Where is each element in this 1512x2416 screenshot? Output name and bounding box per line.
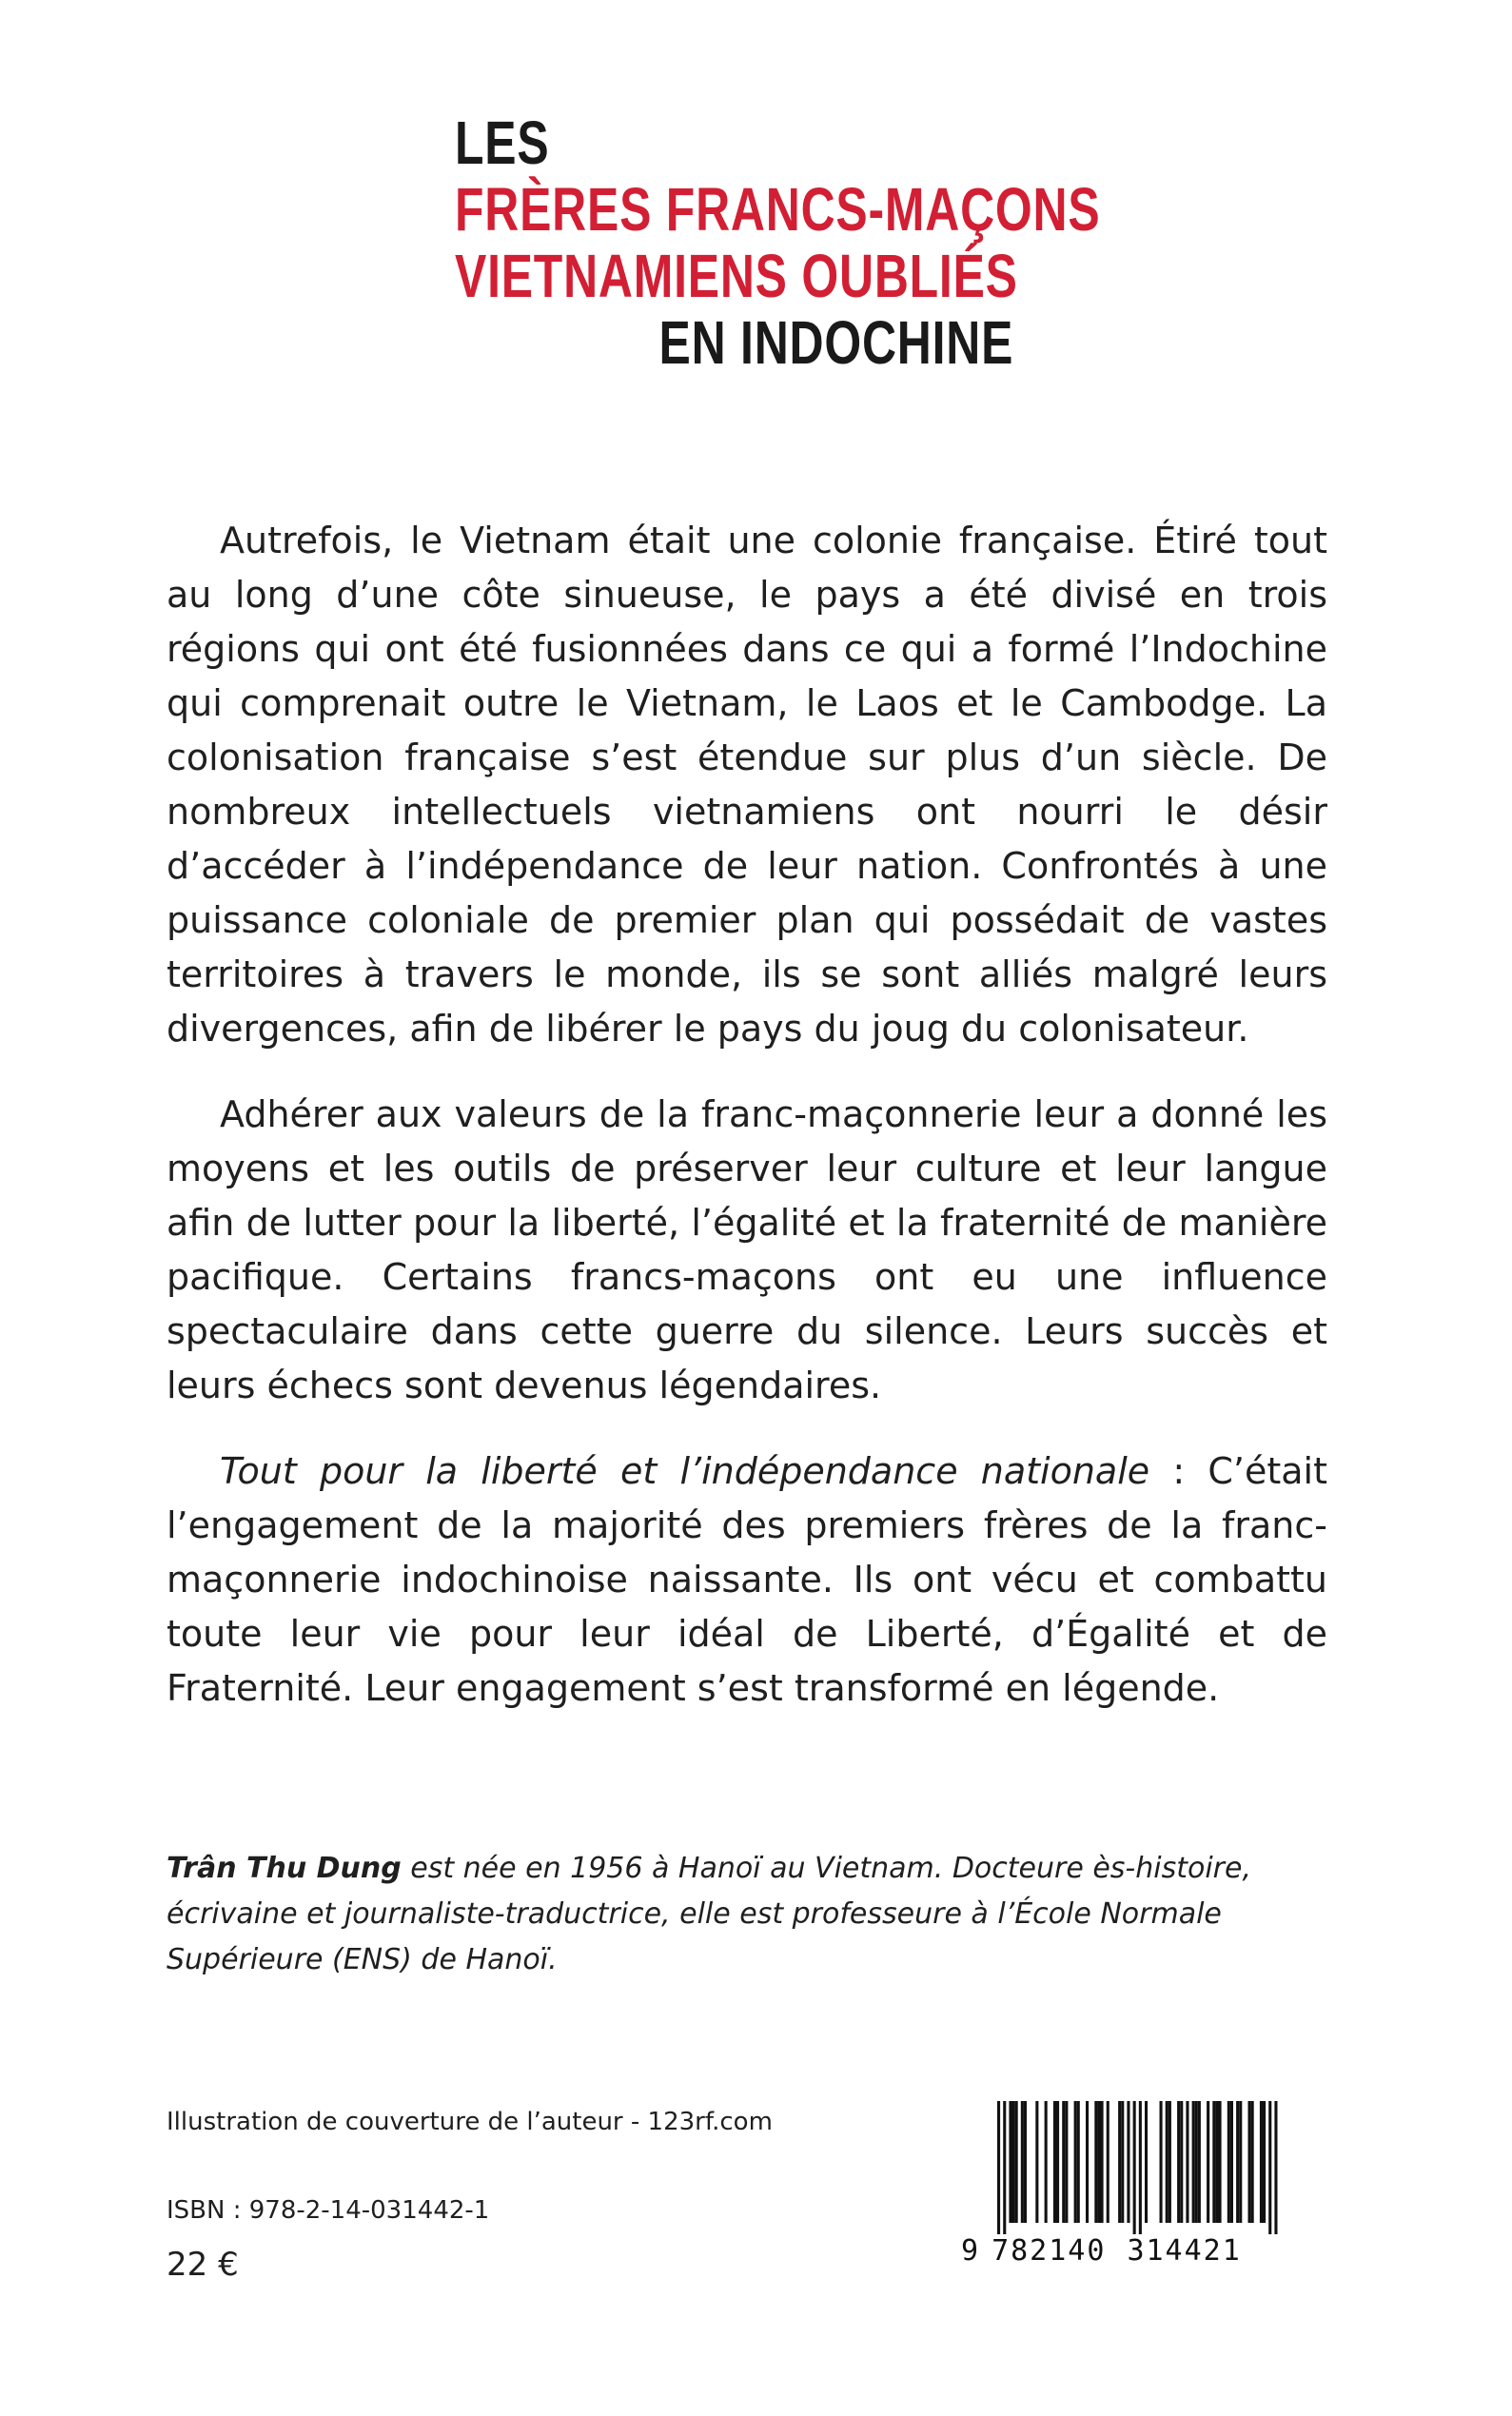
barcode-guard-bar [997,2101,1000,2234]
barcode-bar [1227,2101,1230,2223]
blurb-paragraph-3-text: : C’était l’engagement de la majorité des premiers frères de la franc-maçonnerie indochinoise naissante. Ils ont vécu et combattu toute leur vie pour leur idéal de Liberté, d’Égalité et de Fraternité. Leur engagement s’est transformé en légende. [167,1450,1327,1709]
barcode-bar [1215,2101,1218,2223]
barcode-bar [1035,2101,1038,2223]
barcode-bar [1248,2101,1251,2223]
barcode-bar [1212,2101,1215,2223]
barcode-bar [1180,2101,1183,2223]
barcode-guard-bar [1139,2101,1142,2234]
author-bio-text: est née en 1956 à Hanoï au Vietnam. Docteure ès-histoire, écrivaine et journaliste-traductrice, elle est professeure à l’École Normale Supérieure (ENS) de Hanoï. [167,1852,1251,1976]
title-line-freres: FRÈRES FRANCS-MAÇONS [455,175,1101,244]
barcode-bar [1230,2101,1233,2223]
barcode-bar [1101,2101,1104,2223]
blurb-paragraph-1: Autrefois, le Vietnam était une colonie française. Étiré tout au long d’une côte sinueuse, le pays a été divisé en trois régions qui ont été fusionnées dans ce qui a formé l’Indochine qui comprenait outre le Vietnam, le Laos et le Cambodge. La colonisation française s’est étendue sur plus d’un siècle. De nombreux intellectuels vietnamiens ont nourri le désir d’accéder à l’indépendance de leur nation. Confrontés à une puissance coloniale de premier plan qui possédait de vastes territoires à travers le monde, ils se sont alliés malgré leurs divergences, afin de libérer le pays du joug du colonisateur. [167,520,1327,1050]
barcode-guard-bar [1003,2101,1006,2234]
barcode-bar [1186,2101,1188,2223]
author-bio [167,1846,1327,1983]
barcode-bar [1145,2101,1148,2223]
barcode-bar [1177,2101,1180,2223]
barcode-bar [1127,2101,1129,2223]
barcode-bar [1118,2101,1121,2223]
blurb-italic-motto: Tout pour la liberté et l’indépendance nationale [220,1450,1150,1492]
barcode-lead-digit: 9 [961,2234,981,2268]
barcode-bar [1263,2101,1266,2223]
barcode-bar [1260,2101,1263,2223]
barcode-guard-bar [1268,2101,1271,2234]
cover-illustration-credit: Illustration de couverture de l’auteur - 123rf.com [167,2108,773,2136]
barcode-bar [1077,2101,1080,2223]
barcode-bars [961,2101,1323,2234]
title-line-les: LES [455,108,550,177]
barcode-bar [1074,2101,1077,2223]
barcode-bar [1192,2101,1195,2223]
barcode-bar [1094,2101,1097,2223]
barcode-bar [1219,2101,1222,2223]
barcode-bar [1097,2101,1100,2223]
barcode-bar [1160,2101,1163,2223]
barcode-bar [1198,2101,1201,2223]
book-price: 22 € [167,2246,239,2284]
barcode-bar [1015,2101,1018,2223]
barcode-bar [1236,2101,1239,2223]
barcode-bar [1168,2101,1171,2223]
barcode-bar [1121,2101,1124,2223]
barcode-bar [1239,2101,1242,2223]
barcode-bar [1045,2101,1048,2223]
barcode-bar [1166,2101,1168,2223]
blurb-paragraph-2: Adhérer aux valeurs de la franc-maçonnerie leur a donné les moyens et les outils de préserver leur culture et leur langue afin de lutter pour la liberté, l’égalité et la fraternité de manière pacifique. Certains francs-maçons ont eu une influence spectaculaire dans cette guerre du silence. Leurs succès et leurs échecs sont devenus légendaires. [167,1093,1327,1406]
barcode-bar [1024,2101,1027,2223]
barcode-bar [1065,2101,1068,2223]
barcode-right-group: 314421 [1127,2234,1242,2268]
barcode-bar [1086,2101,1089,2223]
back-cover-blurb [167,514,1327,1747]
isbn-number: ISBN : 978-2-14-031442-1 [167,2196,490,2225]
title-line-vietnamiens: VIETNAMIENS OUBLIÉS [455,242,1018,310]
barcode-bar [1251,2101,1254,2223]
book-title [455,108,1101,379]
barcode-digits [961,2234,1323,2268]
author-name: Trân Thu Dung [167,1852,402,1885]
barcode-bar [1056,2101,1059,2223]
title-line-indochine: EN INDOCHINE [658,308,1014,377]
barcode-guard-bar [1274,2101,1277,2234]
barcode-bar [1009,2101,1011,2223]
barcode-guard-bar [1133,2101,1136,2234]
barcode-left-group: 782140 [992,2234,1107,2268]
barcode-bar [1207,2101,1209,2223]
barcode-bar [1107,2101,1109,2223]
barcode-bar [1021,2101,1024,2223]
barcode-bar [1062,2101,1065,2223]
blurb-paragraph-3 [167,1444,1327,1716]
barcode-bar [1195,2101,1198,2223]
barcode-bar [1012,2101,1015,2223]
barcode-bar [1053,2101,1056,2223]
